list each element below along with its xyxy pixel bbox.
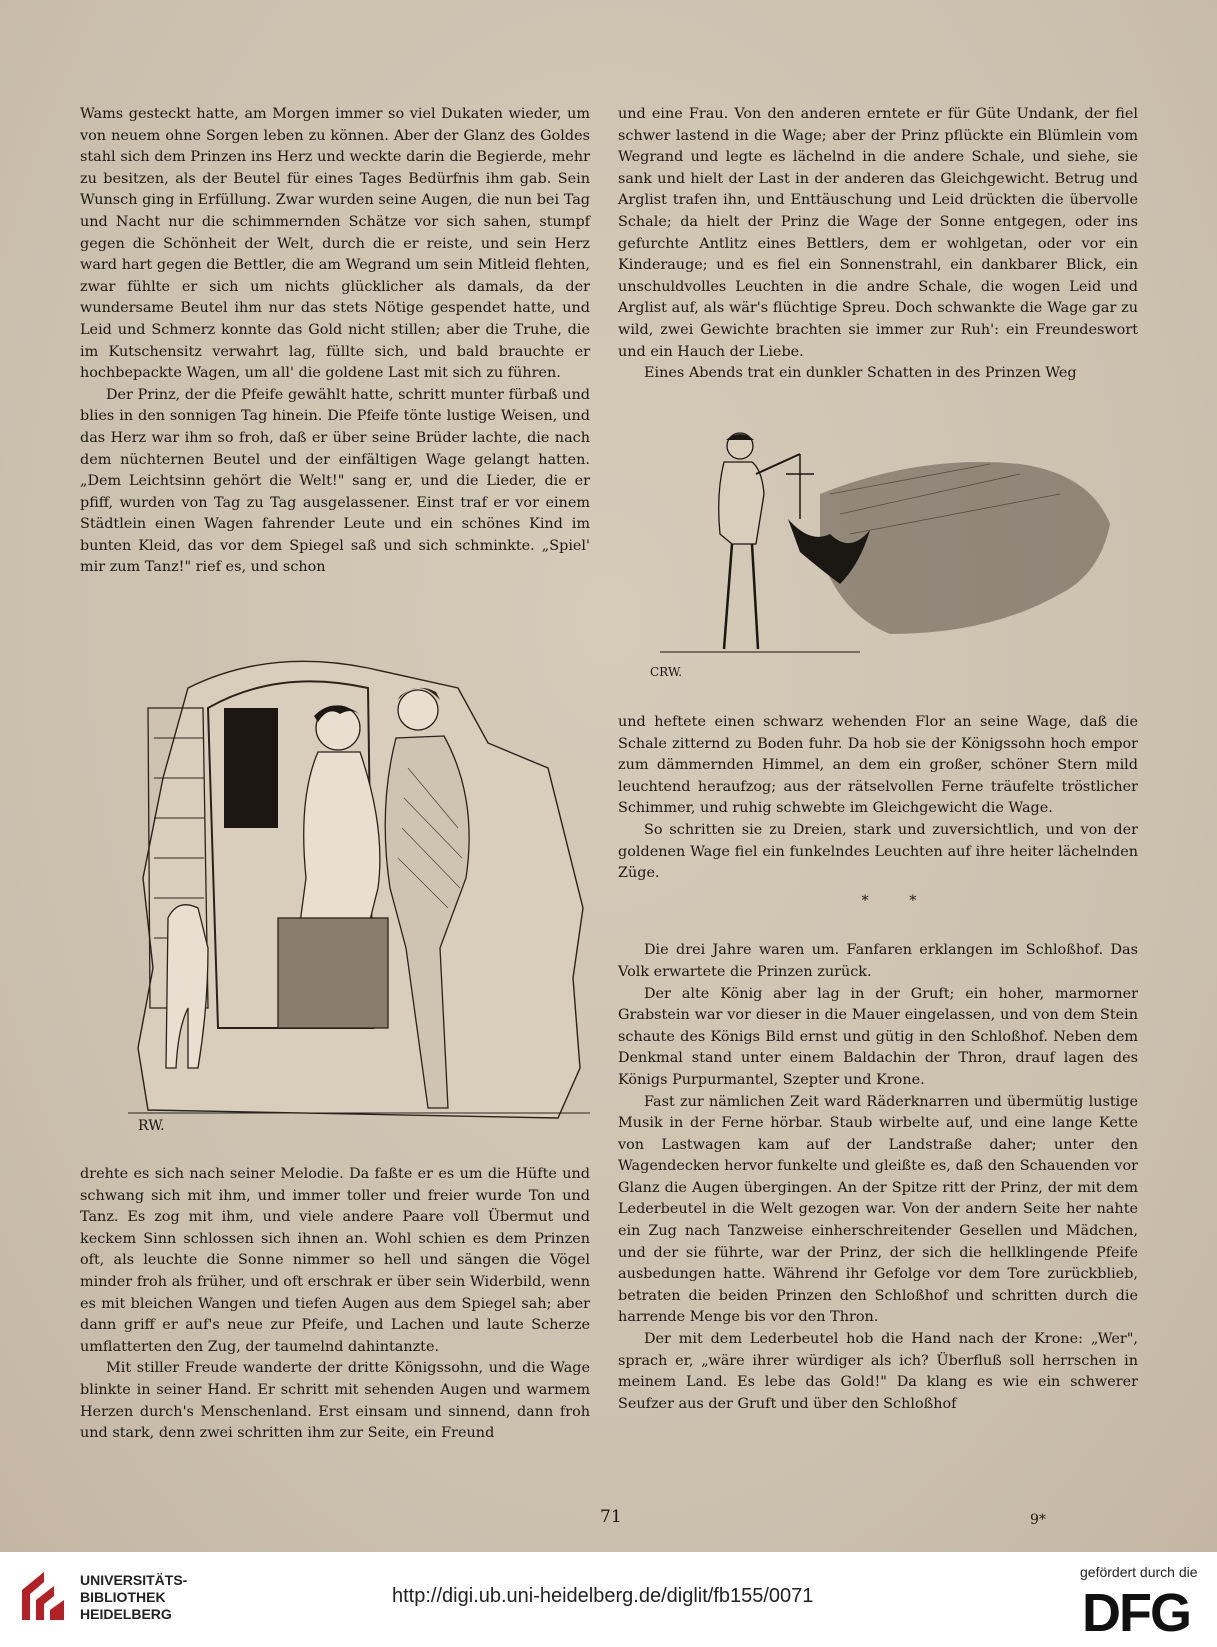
illustration-2-signature: CRW. xyxy=(650,665,683,679)
page-number: 71 xyxy=(600,1507,622,1527)
funding-label: gefördert durch die xyxy=(1080,1564,1198,1580)
paragraph: Der Prinz, der die Pfeife gewählt hatte, schritt munter fürbaß und blies in den sonnigen Tag hinein. Die Pfeife tönte lustige Weisen, und das Herz war ihm so froh, daß er über seine Brüder lachte, die nach dem nüchternen Beutel und der einfältigen Wage gelangt hatten. „Dem Leichtsinn gehört die Welt!" sang er, und die Lieder, die er pfiff, wurden von Tag zu Tag ausgelassener. Einst traf er vor einem Städtlein einen Wagen fahrender Leute und ein schönes Kind im bunten Kleid, das vor dem Spiegel saß und sich schminkte. „Spiel' mir zum Tanz!" rief es, und schon xyxy=(80,386,590,576)
paragraph: und heftete einen schwarz wehenden Flor an seine Wage, daß die Schale zitternd zu Boden fuhr. Da hob sie der Königssohn hoch empor zum dämmernden Himmel, an dem ein großer, schöner Stern mild leuchtend heraufzog; aus der rätselvollen Ferne träufelte tröstlicher Schimmer, und ruhig schwebte im Gleichgewicht die Wage. xyxy=(618,714,1138,817)
paragraph: und eine Frau. Von den anderen erntete er für Güte Undank, der fiel schwer lastend in die Wage; aber der Prinz pflückte ein Blümlein vom Wegrand und legte es lächelnd in die andere Schale, und siehe, sie sank und hielt der Last in der anderen das Gleichgewicht. Betrug und Arglist trafen ihn, und Enttäuschung und Leid drückten die übervolle Schale; da hielt der Prinz die Wage der Sonne entgegen, oder ins gefurchte Antlitz eines Bettlers, dem er wohlgetan, oder vor ein Kinderauge; und es fiel ein Sonnenstrahl, ein dankbarer Blick, ein unschuldvolles Leuchten in die andre Schale, die wogen Leid und Arglist auf, als wär's flüchtige Spreu. Doch schwankte die Wage gar zu wild, zwei Gewichte brachten sie immer zur Ruh': ein Freundeswort und ein Hauch der Liebe. xyxy=(618,106,1138,360)
signature-mark: 9* xyxy=(1030,1512,1046,1528)
dfg-logo: DFG xyxy=(1082,1583,1190,1643)
section-break: * * xyxy=(861,892,935,909)
paragraph: drehte es sich nach seiner Melodie. Da faßte er es um die Hüfte und schwang sich mit ihm, und immer toller und freier wurde Ton und Tanz. Es zog mit ihm, und viele andere Paare voll Übermut und keckem Sinn schlossen sich ihnen an. Wohl schien es dem Prinzen oft, als leuchte die Sonne nimmer so hell und sängen die Vögel minder froh als früher, und oft erschrak er über sein Widerbild, wenn es mit bleichen Wangen und tiefen Augen aus dem Spiegel sah; aber dann griff er auf's neue zur Pfeife, und Lachen und laute Scherze umflatterten den Zug, der taumelnd dahintanzte. xyxy=(80,1166,590,1355)
paragraph: Wams gesteckt hatte, am Morgen immer so viel Dukaten wieder, um von neuem ohne Sorgen leben zu können. Aber der Glanz des Goldes stahl sich dem Prinzen ins Herz und weckte darin die Begierde, mehr zu besitzen, als der Beutel für eines Tages Bedürfnis ihm gab. Sein Wunsch ging in Erfüllung. Zwar wurden seine Augen, die nun bei Tag und Nacht nur die schimmernden Schätze vor sich sahen, stumpf gegen die Schönheit der Welt, durch die er reiste, und sein Herz ward hart gegen die Bettler, die am Wegrand um sein Mitleid flehten, zwar fühlte er sich um nichts glücklicher als damals, da der wundersame Beutel ihm nur das stets Nötige gespendet hatte, und Leid und Schmerz konnte das Gold nicht stillen; aber die Truhe, die im Kutschensitz verwahrt lag, füllte sich, und bald brauchte er hochbepackte Wagen, um all' die goldene Last mit sich zu führen. xyxy=(80,106,590,382)
paragraph: Der mit dem Lederbeutel hob die Hand nach der Krone: „Wer", sprach er, „wäre ihrer würdiger als ich? Überfluß soll herrschen in meinem Land. Es lebe das Gold!" Da klang es wie ein schwerer Seufzer aus der Gruft und über den Schloßhof xyxy=(618,1331,1138,1412)
paragraph: Fast zur nämlichen Zeit ward Räderknarren und übermütig lustige Musik in der Ferne hörbar. Staub wirbelte auf, und eine lange Kette von Lastwagen kam auf der Landstraße daher; unter den Wagendecken hervor funkelte und gleißte es, daß den Schauenden vor Glanz die Augen übergingen. An der Spitze ritt der Prinz, der mit dem Lederbeutel in die Welt gezogen war. Von der andern Seite her nahte ein Zug nach Tanzweise einherschreitender Gesellen und Mädchen, und der sie führte, war der Prinz, der sich die hellklingende Pfeife ausbedungen hatte. Während ihr Gefolge vor dem Tore zurückblieb, betraten die beiden Prinzen den Schloßhof und schritten durch die harrende Menge bis vor den Thron. xyxy=(618,1093,1138,1326)
right-column-bottom xyxy=(618,712,1138,1415)
paragraph: Eines Abends trat ein dunkler Schatten in des Prinzen Weg xyxy=(644,365,1077,382)
paragraph: So schritten sie zu Dreien, stark und zuversichtlich, und von der goldenen Wage fiel ein funkelndes Leuchten auf ihre heiter lächelnden Züge. xyxy=(618,821,1138,882)
paragraph: Der alte König aber lag in der Gruft; ein hoher, marmorner Grabstein war vor dieser in die Mauer eingelassen, und von dem Stein schaute des Königs Bild ernst und gütig in den Schloßhof. Neben dem Denkmal stand unter einem Baldachin der Thron, drauf lagen des Königs Purpurmantel, Szepter und Krone. xyxy=(618,985,1138,1088)
paragraph: Die drei Jahre waren um. Fanfaren erklangen im Schloßhof. Das Volk erwartete die Prinzen zurück. xyxy=(618,942,1138,980)
left-column-top xyxy=(80,104,590,579)
paragraph: Mit stiller Freude wanderte der dritte Königssohn, und die Wage blinkte in seiner Hand. Er schritt mit sehenden Augen und warmem Herzen durch's Menschenland. Erst einsam und sinnend, dann froh und stark, denn zwei schritten ihm zur Seite, ein Freund xyxy=(80,1360,590,1442)
left-column-bottom xyxy=(80,1164,590,1445)
source-url-link[interactable]: http://digi.ub.uni-heidelberg.de/diglit/fb155/0071 xyxy=(392,1585,814,1607)
library-name: UNIVERSITÄTS- BIBLIOTHEK HEIDELBERG xyxy=(80,1572,188,1622)
library-logo-icon xyxy=(20,1570,66,1622)
right-column-top xyxy=(618,104,1138,385)
footer-bar xyxy=(0,1552,1217,1647)
illustration-prince-with-scale xyxy=(650,434,1130,684)
illustration-wagon-scene xyxy=(128,648,590,1143)
illustration-1-signature: RW. xyxy=(138,1118,165,1134)
